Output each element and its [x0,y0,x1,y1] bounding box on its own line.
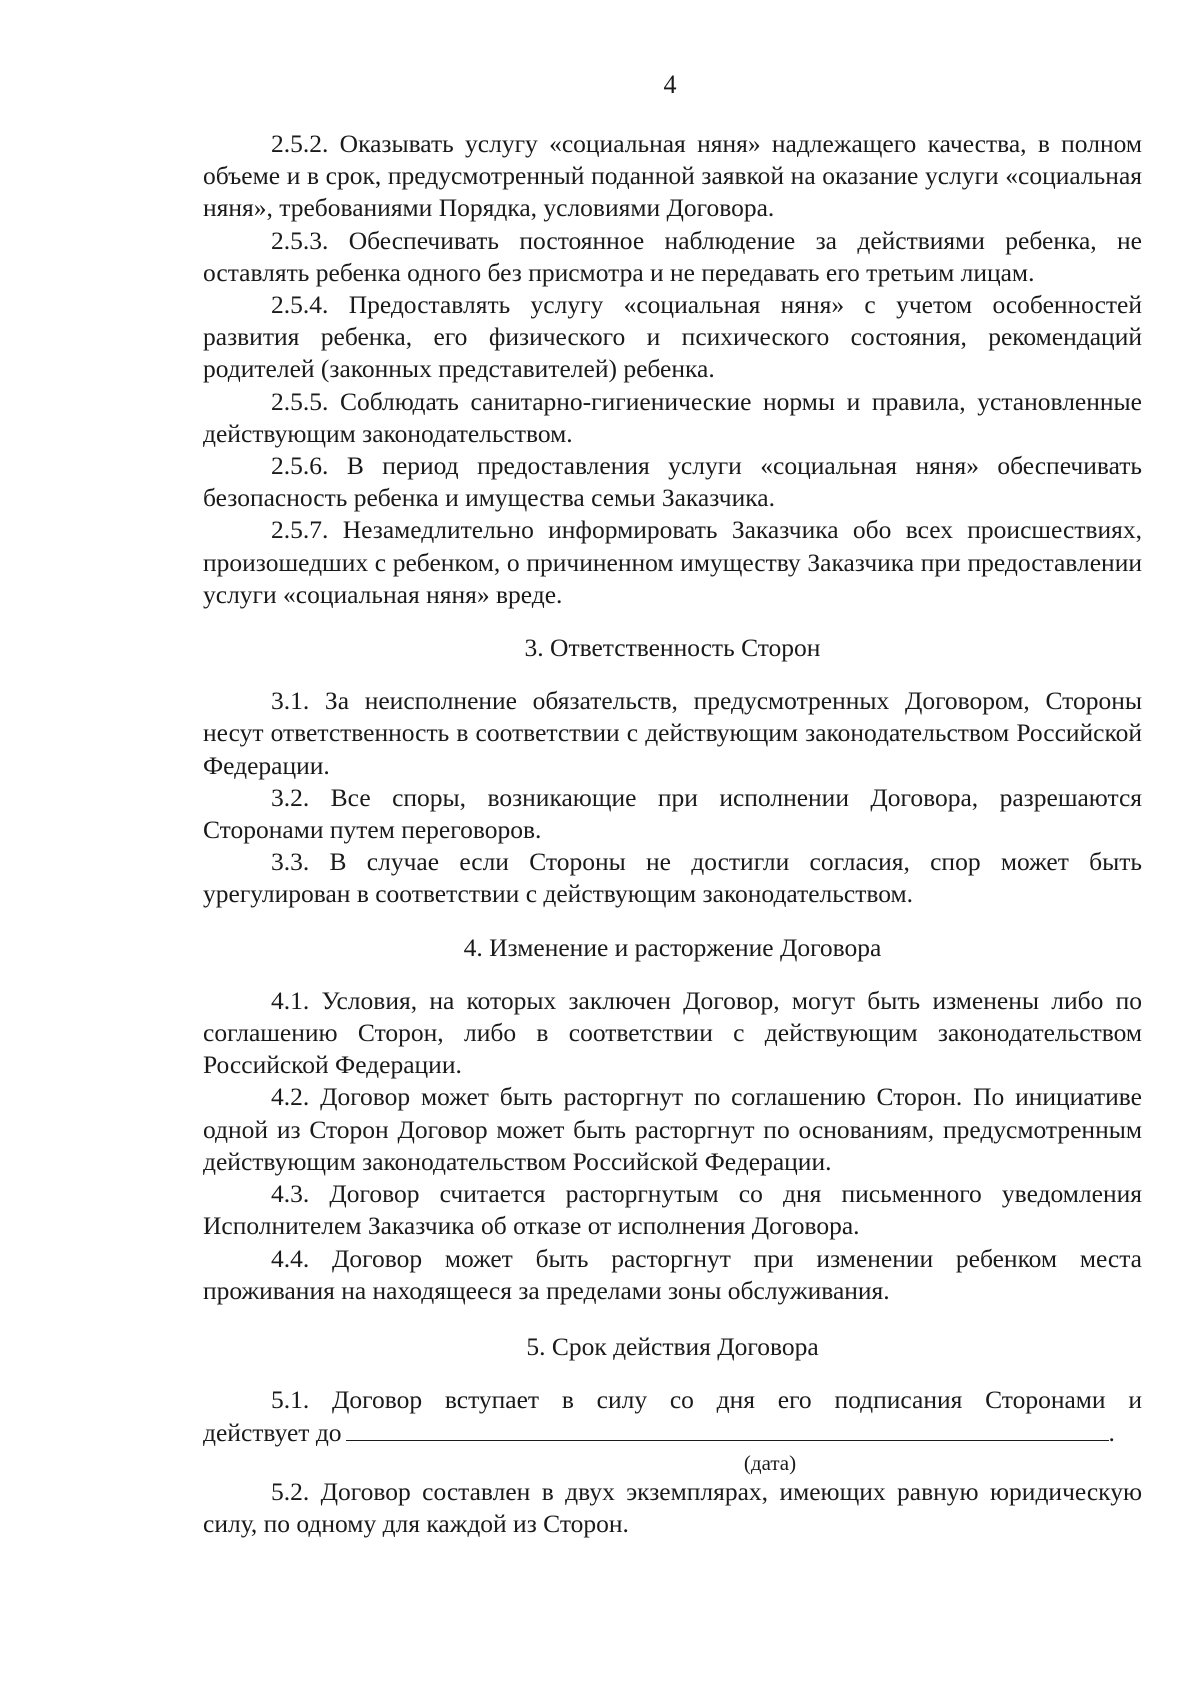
clause-2-5-4: 2.5.4. Предоставлять услугу «социальная няня» с учетом особенностей развития ребенка, его физического и психического состояния, рекомендаций родителей (законных представителей) ребенка. [203,290,1142,384]
clause-5-2: 5.2. Договор составлен в двух экземплярах, имеющих равную юридическую силу, по одному для каждой из Сторон. [203,1476,1142,1538]
clause-5-1-date-line [203,1416,1142,1449]
clause-5-1: 5.1. Договор вступает в силу со дня его подписания Сторонами и [271,1385,1142,1415]
clause-5-1-end: . [1108,1418,1115,1448]
clause-2-5-7: 2.5.7. Незамедлительно информировать Заказчика обо всех происшествиях, произошедших с ребенком, о причиненном имуществу Заказчика при предоставлении услуги «социальная няня» вреде. [203,515,1142,609]
section-4-title: 4. Изменение и расторжение Договора [463,932,882,962]
clause-4-2: 4.2. Договор может быть расторгнут по соглашению Сторон. По инициативе одной из Сторон Договор может быть расторгнут по основаниям, предусмотренным действующим законодательством Российской Федерации. [203,1082,1142,1176]
clause-3-3: 3.3. В случае если Стороны не достигли согласия, спор может быть урегулирован в соответствии с действующим законодательством. [203,847,1142,909]
clause-5-1-continuation: действует до [203,1418,342,1448]
clause-4-4: 4.4. Договор может быть расторгнут при изменении ребенком места проживания на находящееся за пределами зоны обслуживания. [203,1243,1142,1305]
clause-2-5-3: 2.5.3. Обеспечивать постоянное наблюдение за действиями ребенка, не оставлять ребенка одного без присмотра и не передавать его третьим лицам. [203,225,1142,287]
section-5-title: 5. Срок действия Договора [526,1331,819,1361]
page-number: 4 [663,70,677,99]
clause-3-1: 3.1. За неисполнение обязательств, предусмотренных Договором, Стороны несут ответственность в соответствии с действующим законодательством Российской Федерации. [203,686,1142,780]
clause-2-5-6: 2.5.6. В период предоставления услуги «социальная няня» обеспечивать безопасность ребенка и имущества семьи Заказчика. [203,451,1142,513]
clause-4-3: 4.3. Договор считается расторгнутым со дня письменного уведомления Исполнителем Заказчика об отказе от исполнения Договора. [203,1179,1142,1241]
clause-3-2: 3.2. Все споры, возникающие при исполнении Договора, разрешаются Сторонами путем переговоров. [203,782,1142,845]
date-blank-field [346,1416,1109,1441]
document-body [203,128,1142,1540]
section-3-title: 3. Ответственность Сторон [524,633,821,663]
clause-2-5-2: 2.5.2. Оказывать услугу «социальная няня» надлежащего качества, в полном объеме и в срок, предусмотренный поданной заявкой на оказание услуги «социальная няня», требованиями Порядка, условиями Договора. [203,129,1142,223]
clause-4-1: 4.1. Условия, на которых заключен Договор, могут быть изменены либо по соглашению Сторон, либо в соответствии с действующим законодательством Российской Федерации. [203,985,1142,1080]
clause-2-5-5: 2.5.5. Соблюдать санитарно-гигиенические нормы и правила, установленные действующим законодательством. [203,386,1142,448]
date-caption: (дата) [743,1450,797,1475]
